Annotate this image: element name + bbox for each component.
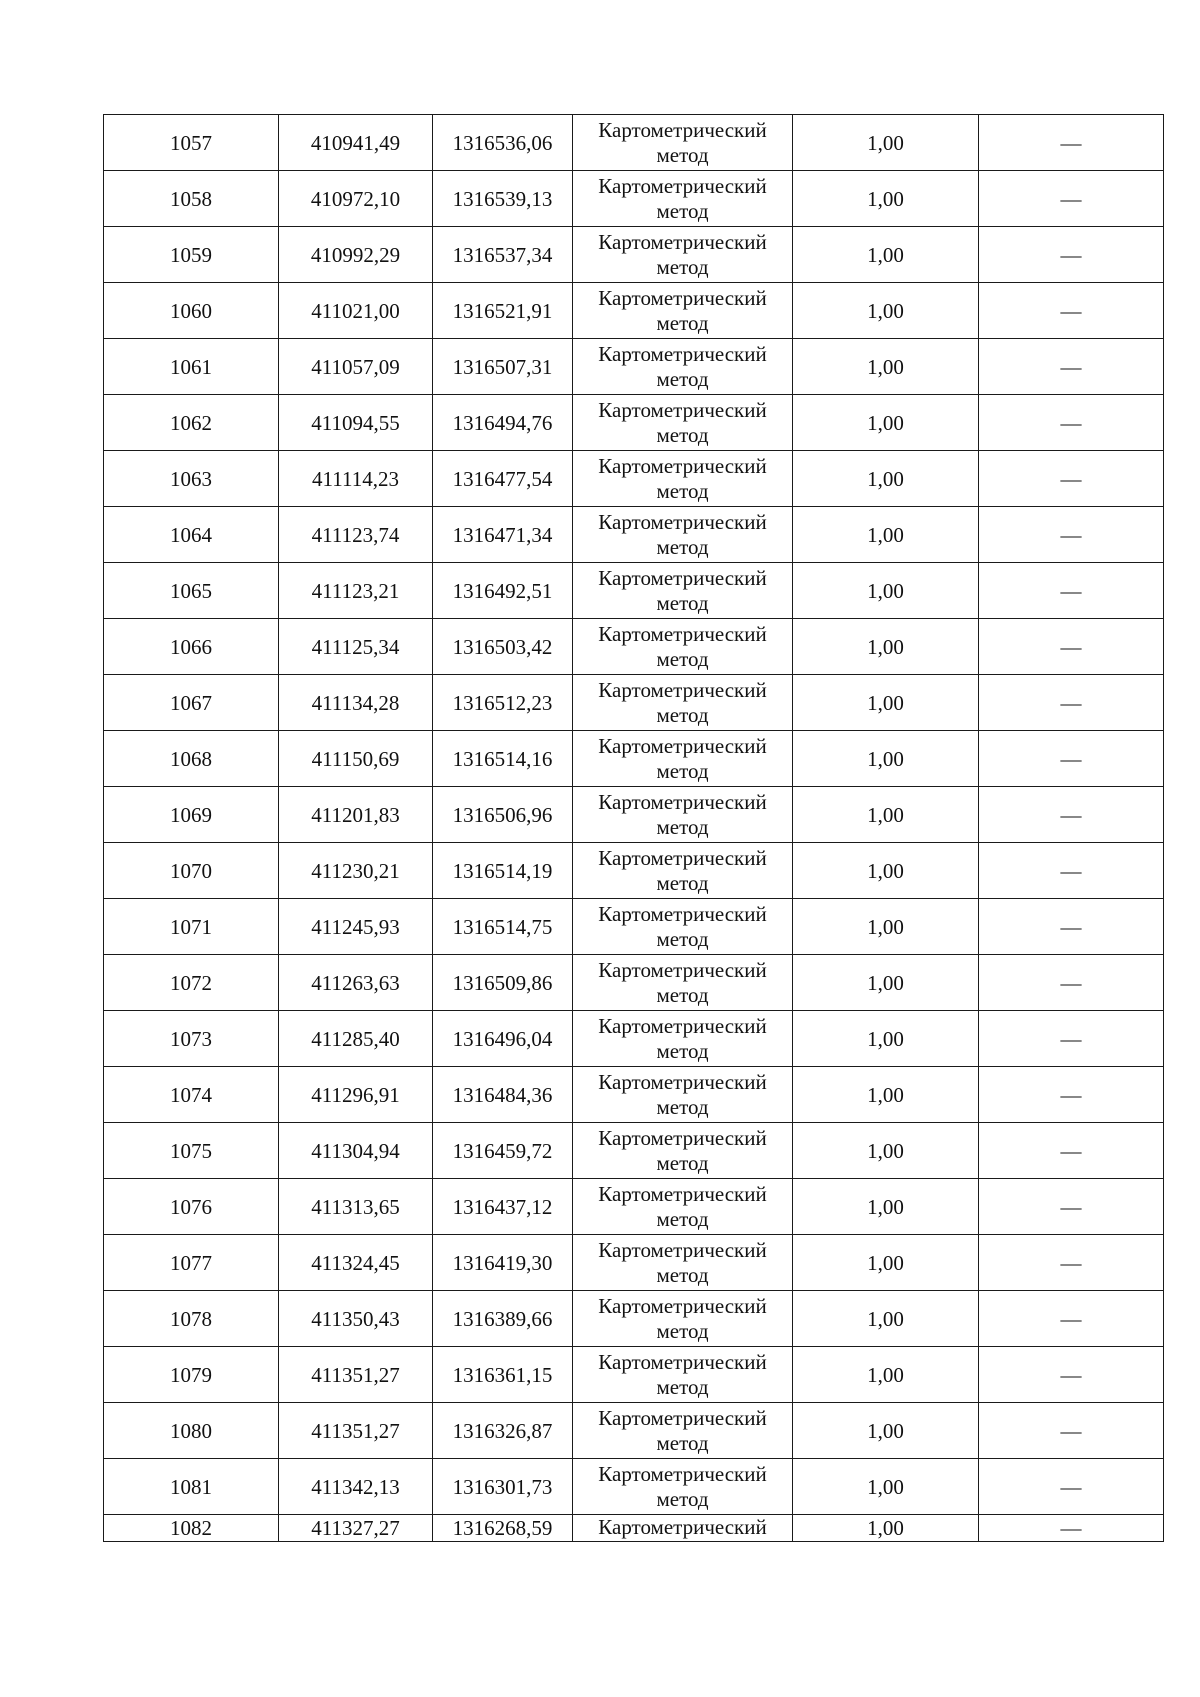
- point-number-cell: 1060: [104, 283, 279, 339]
- coordinate-x-cell: 411285,40: [279, 1011, 433, 1067]
- note-dash-cell: —: [979, 1515, 1164, 1542]
- point-number-cell: 1071: [104, 899, 279, 955]
- note-dash-cell: —: [979, 955, 1164, 1011]
- point-number-cell: 1076: [104, 1179, 279, 1235]
- precision-cell: 1,00: [793, 171, 979, 227]
- coordinate-x-cell: 411245,93: [279, 899, 433, 955]
- coordinate-y-cell: 1316514,19: [433, 843, 573, 899]
- coordinate-y-cell: 1316506,96: [433, 787, 573, 843]
- table-row: [104, 1123, 1164, 1179]
- coordinate-y-cell: 1316389,66: [433, 1291, 573, 1347]
- note-dash-cell: —: [979, 731, 1164, 787]
- coordinate-x-cell: 411342,13: [279, 1459, 433, 1515]
- note-dash-cell: —: [979, 1291, 1164, 1347]
- precision-cell: 1,00: [793, 451, 979, 507]
- note-dash-cell: —: [979, 115, 1164, 171]
- table-row: [104, 507, 1164, 563]
- method-cell: Картометрический метод: [573, 955, 793, 1011]
- table-row: [104, 395, 1164, 451]
- coordinate-x-cell: 411150,69: [279, 731, 433, 787]
- precision-cell: 1,00: [793, 1291, 979, 1347]
- point-number-cell: 1081: [104, 1459, 279, 1515]
- coordinate-x-cell: 411125,34: [279, 619, 433, 675]
- table-row: [104, 283, 1164, 339]
- coordinate-x-cell: 411263,63: [279, 955, 433, 1011]
- coordinate-x-cell: 411134,28: [279, 675, 433, 731]
- precision-cell: 1,00: [793, 339, 979, 395]
- coordinate-x-cell: 411094,55: [279, 395, 433, 451]
- coordinate-x-cell: 411313,65: [279, 1179, 433, 1235]
- coordinate-y-cell: 1316514,16: [433, 731, 573, 787]
- precision-cell: 1,00: [793, 115, 979, 171]
- method-cell: Картометрический метод: [573, 395, 793, 451]
- coordinate-y-cell: 1316509,86: [433, 955, 573, 1011]
- coordinate-y-cell: 1316361,15: [433, 1347, 573, 1403]
- point-number-cell: 1061: [104, 339, 279, 395]
- note-dash-cell: —: [979, 395, 1164, 451]
- coordinate-x-cell: 411350,43: [279, 1291, 433, 1347]
- method-cell: Картометрический метод: [573, 1291, 793, 1347]
- coordinate-y-cell: 1316477,54: [433, 451, 573, 507]
- point-number-cell: 1065: [104, 563, 279, 619]
- method-cell: Картометрический метод: [573, 451, 793, 507]
- note-dash-cell: —: [979, 619, 1164, 675]
- table-row: [104, 1459, 1164, 1515]
- note-dash-cell: —: [979, 1123, 1164, 1179]
- table-row: [104, 843, 1164, 899]
- coordinates-table-body: [104, 115, 1164, 1542]
- point-number-cell: 1070: [104, 843, 279, 899]
- coordinate-y-cell: 1316268,59: [433, 1515, 573, 1542]
- note-dash-cell: —: [979, 1067, 1164, 1123]
- method-cell: Картометрический метод: [573, 563, 793, 619]
- coordinate-y-cell: 1316496,04: [433, 1011, 573, 1067]
- coordinate-x-cell: 411114,23: [279, 451, 433, 507]
- table-row: [104, 787, 1164, 843]
- note-dash-cell: —: [979, 1179, 1164, 1235]
- method-cell: Картометрический метод: [573, 1235, 793, 1291]
- coordinate-y-cell: 1316419,30: [433, 1235, 573, 1291]
- table-row: [104, 1011, 1164, 1067]
- point-number-cell: 1075: [104, 1123, 279, 1179]
- method-cell: Картометрический метод: [573, 171, 793, 227]
- method-cell: Картометрический метод: [573, 1403, 793, 1459]
- coordinate-y-cell: 1316507,31: [433, 339, 573, 395]
- method-cell: Картометрический метод: [573, 115, 793, 171]
- precision-cell: 1,00: [793, 507, 979, 563]
- note-dash-cell: —: [979, 171, 1164, 227]
- note-dash-cell: —: [979, 899, 1164, 955]
- note-dash-cell: —: [979, 787, 1164, 843]
- note-dash-cell: —: [979, 1011, 1164, 1067]
- coordinate-x-cell: 411230,21: [279, 843, 433, 899]
- point-number-cell: 1063: [104, 451, 279, 507]
- coordinate-x-cell: 411201,83: [279, 787, 433, 843]
- method-cell: Картометрический метод: [573, 1011, 793, 1067]
- note-dash-cell: —: [979, 675, 1164, 731]
- coordinate-x-cell: 411057,09: [279, 339, 433, 395]
- point-number-cell: 1064: [104, 507, 279, 563]
- coordinate-y-cell: 1316471,34: [433, 507, 573, 563]
- point-number-cell: 1080: [104, 1403, 279, 1459]
- method-cell: Картометрический метод: [573, 1347, 793, 1403]
- coordinate-y-cell: 1316301,73: [433, 1459, 573, 1515]
- coordinates-table: [103, 114, 1164, 1542]
- note-dash-cell: —: [979, 1347, 1164, 1403]
- method-cell: Картометрический метод: [573, 843, 793, 899]
- precision-cell: 1,00: [793, 731, 979, 787]
- point-number-cell: 1069: [104, 787, 279, 843]
- precision-cell: 1,00: [793, 563, 979, 619]
- precision-cell: 1,00: [793, 787, 979, 843]
- method-cell: Картометрический метод: [573, 787, 793, 843]
- precision-cell: 1,00: [793, 283, 979, 339]
- table-row: [104, 1067, 1164, 1123]
- method-cell: Картометрический метод: [573, 339, 793, 395]
- table-row: [104, 227, 1164, 283]
- table-row: [104, 451, 1164, 507]
- method-cell: Картометрический метод: [573, 731, 793, 787]
- table-row: [104, 339, 1164, 395]
- precision-cell: 1,00: [793, 619, 979, 675]
- precision-cell: 1,00: [793, 675, 979, 731]
- precision-cell: 1,00: [793, 1179, 979, 1235]
- point-number-cell: 1062: [104, 395, 279, 451]
- table-row: [104, 619, 1164, 675]
- method-cell: Картометрический метод: [573, 619, 793, 675]
- coordinate-x-cell: 411304,94: [279, 1123, 433, 1179]
- precision-cell: 1,00: [793, 1347, 979, 1403]
- note-dash-cell: —: [979, 1459, 1164, 1515]
- note-dash-cell: —: [979, 451, 1164, 507]
- note-dash-cell: —: [979, 283, 1164, 339]
- point-number-cell: 1078: [104, 1291, 279, 1347]
- point-number-cell: 1058: [104, 171, 279, 227]
- method-cell: Картометрический метод: [573, 1067, 793, 1123]
- coordinate-x-cell: 411327,27: [279, 1515, 433, 1542]
- method-cell: Картометрический метод: [573, 1123, 793, 1179]
- coordinate-y-cell: 1316536,06: [433, 115, 573, 171]
- coordinate-x-cell: 410941,49: [279, 115, 433, 171]
- precision-cell: 1,00: [793, 395, 979, 451]
- coordinate-y-cell: 1316459,72: [433, 1123, 573, 1179]
- table-row: [104, 731, 1164, 787]
- precision-cell: 1,00: [793, 843, 979, 899]
- coordinate-x-cell: 411351,27: [279, 1347, 433, 1403]
- method-cell: Картометрический метод: [573, 675, 793, 731]
- coordinate-x-cell: 411324,45: [279, 1235, 433, 1291]
- precision-cell: 1,00: [793, 1515, 979, 1542]
- precision-cell: 1,00: [793, 1067, 979, 1123]
- point-number-cell: 1067: [104, 675, 279, 731]
- method-cell: Картометрический метод: [573, 507, 793, 563]
- precision-cell: 1,00: [793, 1459, 979, 1515]
- table-row: [104, 955, 1164, 1011]
- method-cell: Картометрический метод: [573, 1179, 793, 1235]
- coordinate-x-cell: 411296,91: [279, 1067, 433, 1123]
- table-row: [104, 1179, 1164, 1235]
- coordinate-y-cell: 1316494,76: [433, 395, 573, 451]
- precision-cell: 1,00: [793, 899, 979, 955]
- point-number-cell: 1066: [104, 619, 279, 675]
- table-row: [104, 1515, 1164, 1542]
- table-row: [104, 899, 1164, 955]
- method-cell: Картометрический метод: [573, 227, 793, 283]
- coordinate-x-cell: 411123,21: [279, 563, 433, 619]
- coordinate-y-cell: 1316437,12: [433, 1179, 573, 1235]
- coordinate-y-cell: 1316512,23: [433, 675, 573, 731]
- coordinate-x-cell: 410972,10: [279, 171, 433, 227]
- point-number-cell: 1077: [104, 1235, 279, 1291]
- table-row: [104, 1235, 1164, 1291]
- coordinate-y-cell: 1316539,13: [433, 171, 573, 227]
- note-dash-cell: —: [979, 563, 1164, 619]
- method-cell: Картометрический метод: [573, 1459, 793, 1515]
- method-cell: Картометрический метод: [573, 899, 793, 955]
- precision-cell: 1,00: [793, 1403, 979, 1459]
- precision-cell: 1,00: [793, 1011, 979, 1067]
- coordinate-x-cell: 411123,74: [279, 507, 433, 563]
- point-number-cell: 1059: [104, 227, 279, 283]
- coordinate-x-cell: 410992,29: [279, 227, 433, 283]
- precision-cell: 1,00: [793, 227, 979, 283]
- note-dash-cell: —: [979, 227, 1164, 283]
- note-dash-cell: —: [979, 507, 1164, 563]
- table-row: [104, 675, 1164, 731]
- point-number-cell: 1074: [104, 1067, 279, 1123]
- precision-cell: 1,00: [793, 955, 979, 1011]
- coordinate-x-cell: 411351,27: [279, 1403, 433, 1459]
- coordinate-y-cell: 1316521,91: [433, 283, 573, 339]
- point-number-cell: 1082: [104, 1515, 279, 1542]
- method-cell: Картометрический метод: [573, 283, 793, 339]
- note-dash-cell: —: [979, 1235, 1164, 1291]
- table-row: [104, 1291, 1164, 1347]
- table-row: [104, 171, 1164, 227]
- coordinate-y-cell: 1316484,36: [433, 1067, 573, 1123]
- coordinate-x-cell: 411021,00: [279, 283, 433, 339]
- coordinate-y-cell: 1316537,34: [433, 227, 573, 283]
- method-cell: Картометрический: [573, 1515, 793, 1542]
- note-dash-cell: —: [979, 843, 1164, 899]
- table-row: [104, 1403, 1164, 1459]
- coordinate-y-cell: 1316503,42: [433, 619, 573, 675]
- coordinate-y-cell: 1316492,51: [433, 563, 573, 619]
- point-number-cell: 1068: [104, 731, 279, 787]
- point-number-cell: 1079: [104, 1347, 279, 1403]
- note-dash-cell: —: [979, 1403, 1164, 1459]
- coordinate-y-cell: 1316514,75: [433, 899, 573, 955]
- point-number-cell: 1057: [104, 115, 279, 171]
- point-number-cell: 1073: [104, 1011, 279, 1067]
- table-row: [104, 563, 1164, 619]
- precision-cell: 1,00: [793, 1123, 979, 1179]
- point-number-cell: 1072: [104, 955, 279, 1011]
- note-dash-cell: —: [979, 339, 1164, 395]
- table-row: [104, 1347, 1164, 1403]
- table-row: [104, 115, 1164, 171]
- precision-cell: 1,00: [793, 1235, 979, 1291]
- coordinate-y-cell: 1316326,87: [433, 1403, 573, 1459]
